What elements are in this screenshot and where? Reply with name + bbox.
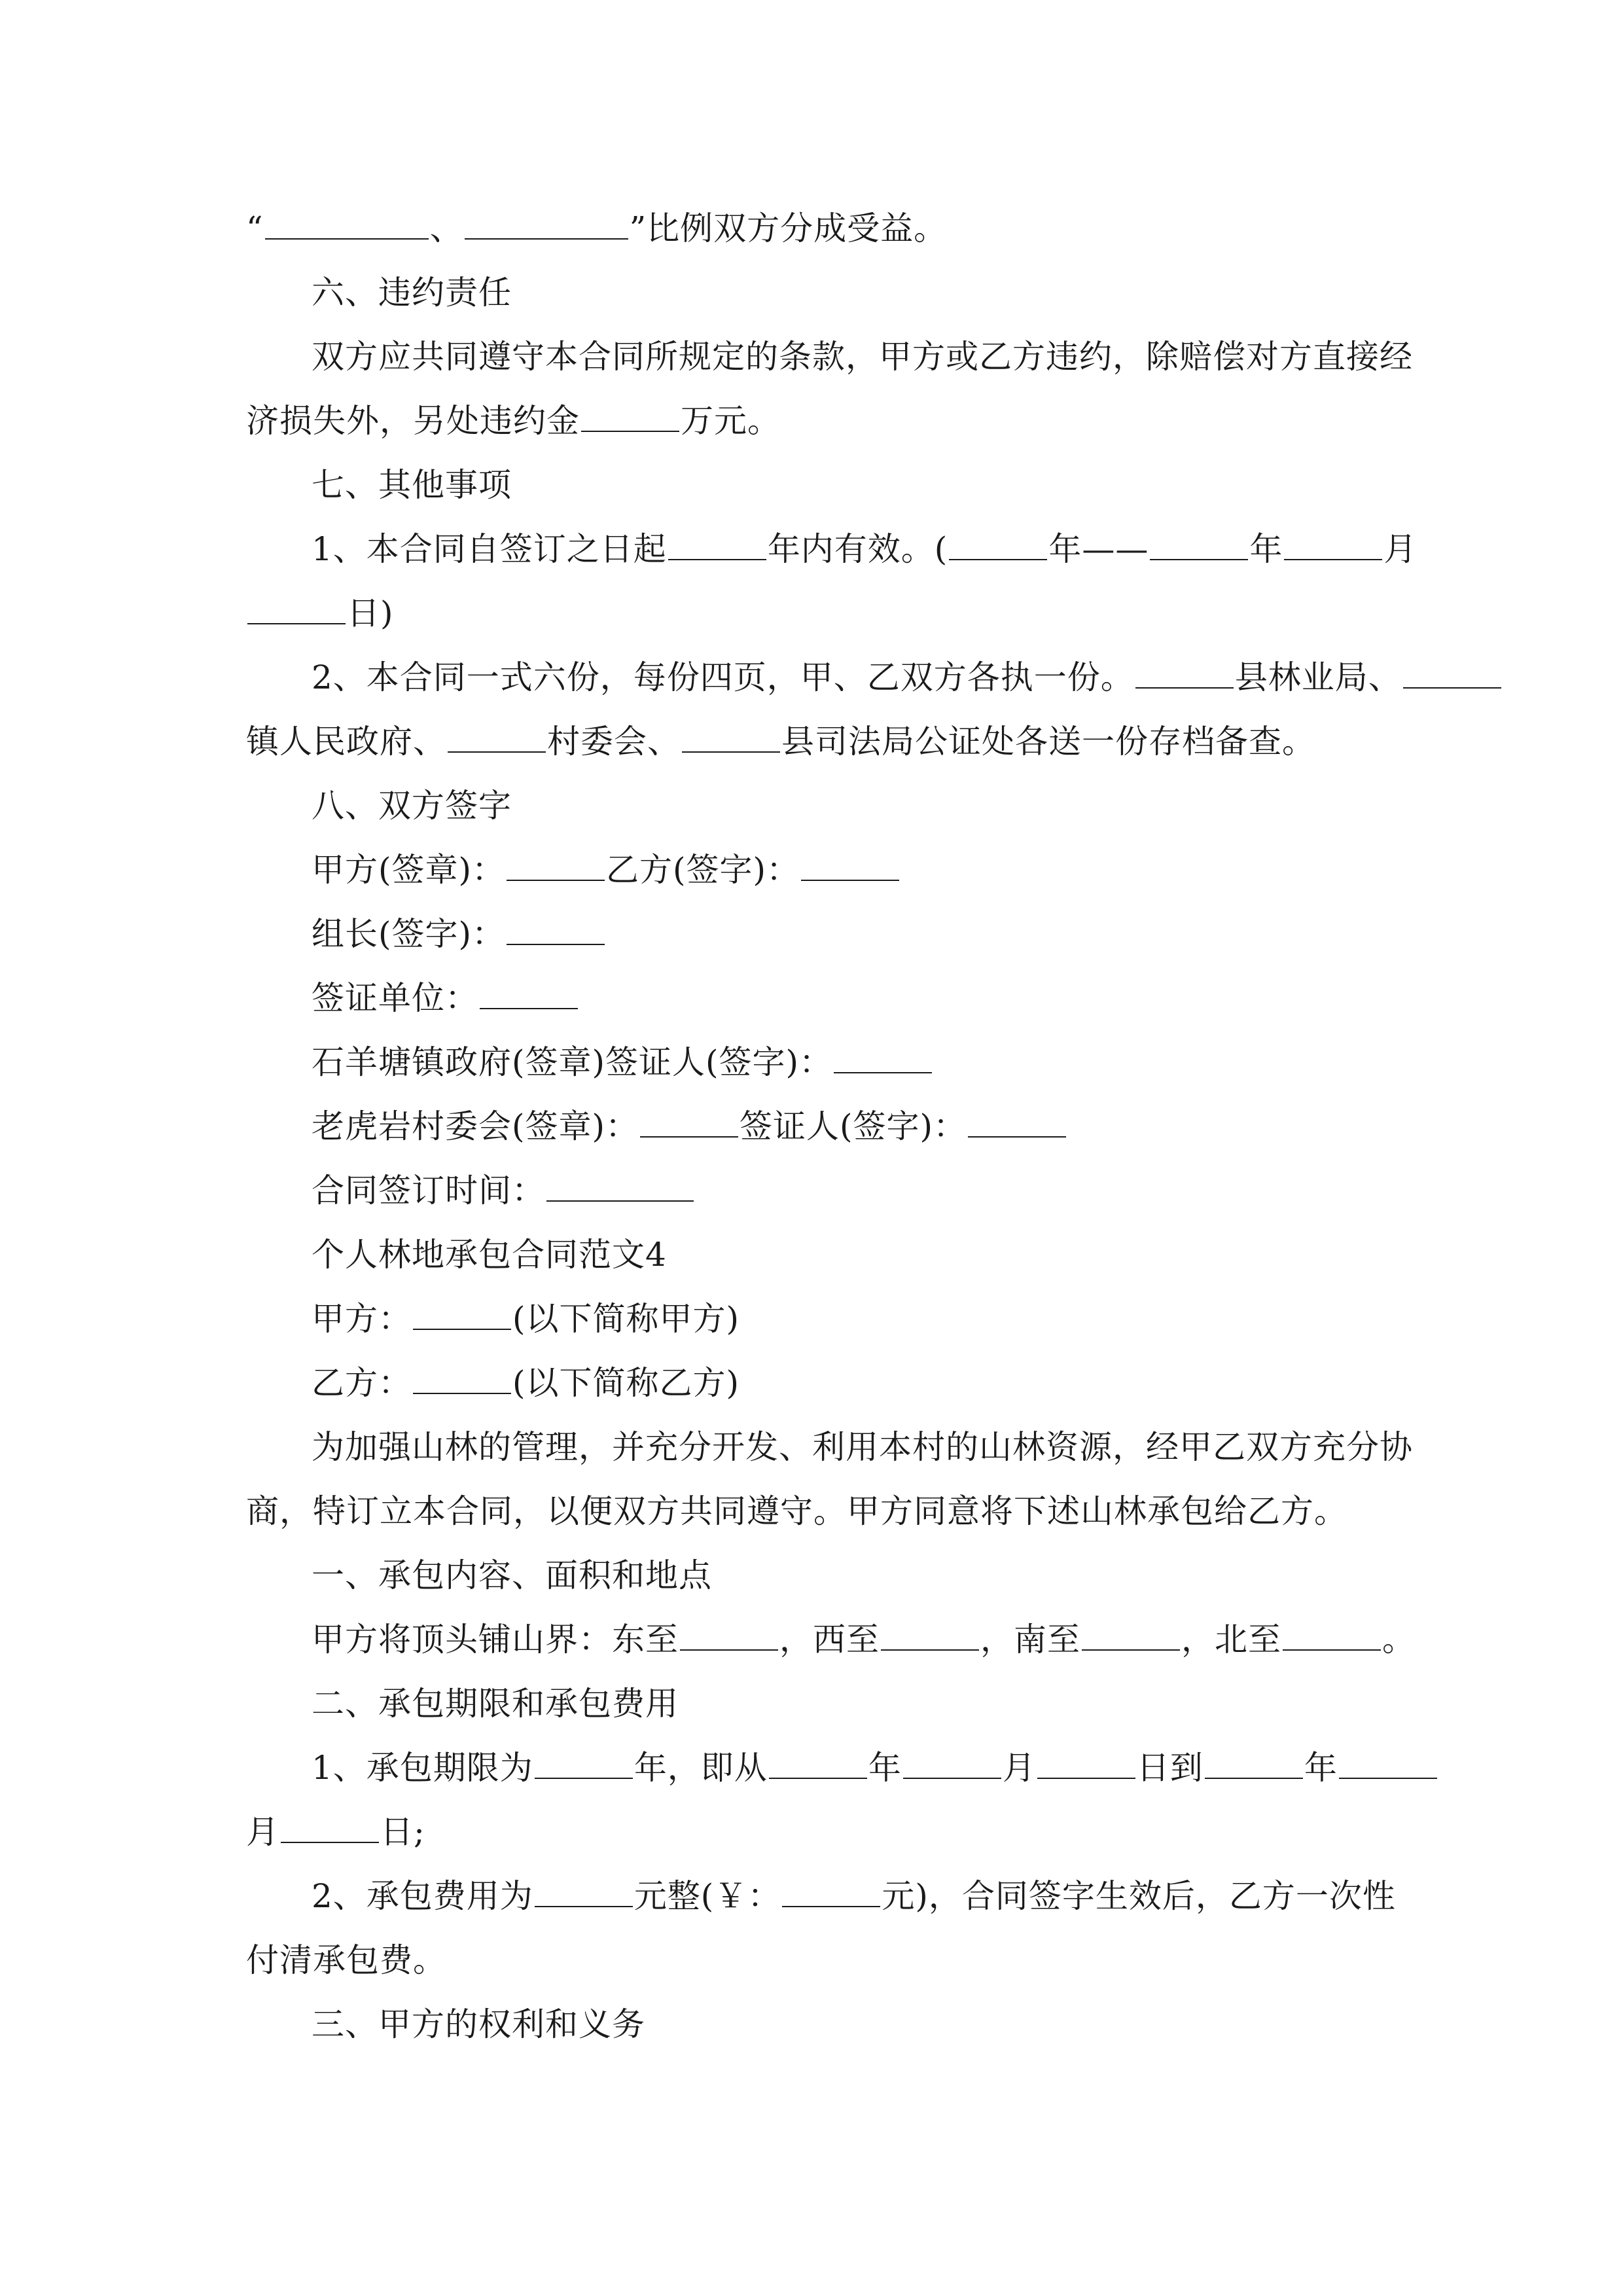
fill-in-blank[interactable] bbox=[782, 1880, 880, 1907]
text-line: 2、承包费用为 元整(￥： 元)，合同签字生效后，乙方一次性 bbox=[312, 1877, 1396, 1915]
fill-in-blank[interactable] bbox=[834, 1046, 932, 1073]
fill-in-blank[interactable] bbox=[801, 853, 899, 881]
fill-in-blank[interactable] bbox=[682, 725, 780, 753]
fill-in-blank[interactable] bbox=[1339, 1751, 1437, 1779]
text-line: 二、承包期限和承包费用 bbox=[312, 1685, 679, 1723]
fill-in-blank[interactable] bbox=[769, 1751, 867, 1779]
fill-in-blank[interactable] bbox=[1037, 1751, 1135, 1779]
text-line: “ 、 ”比例双方分成受益。 bbox=[246, 209, 948, 247]
document-body bbox=[246, 196, 1418, 2056]
fill-in-blank[interactable] bbox=[465, 212, 628, 240]
text-line: 石羊塘镇政府(签章)签证人(签字)： bbox=[246, 1030, 1385, 1094]
text-line: 签证单位： bbox=[246, 966, 1385, 1030]
text-line: 甲方(签章)： 乙方(签字)： bbox=[246, 838, 1385, 902]
text-line: 乙方： (以下简称乙方) bbox=[312, 1364, 740, 1402]
text-line: 商，特订立本合同，以便双方共同遵守。甲方同意将下述山林承包给乙方。 bbox=[246, 1492, 1347, 1530]
fill-in-blank[interactable] bbox=[413, 1302, 511, 1330]
fill-in-blank[interactable] bbox=[949, 533, 1047, 560]
fill-in-blank[interactable] bbox=[668, 533, 766, 560]
fill-in-blank[interactable] bbox=[535, 1751, 633, 1779]
text-line: 镇人民政府、 村委会、 县司法局公证处各送一份存档备查。 bbox=[246, 723, 1315, 761]
fill-in-blank[interactable] bbox=[413, 1367, 511, 1394]
fill-in-blank[interactable] bbox=[448, 725, 546, 753]
text-line: 七、其他事项 bbox=[312, 466, 512, 504]
fill-in-blank[interactable] bbox=[507, 918, 605, 945]
text-line: 1、承包期限为 年，即从 年 月 日到 年 bbox=[246, 1736, 1385, 1800]
fill-in-blank[interactable] bbox=[265, 212, 429, 240]
text-line: 双方应共同遵守本合同所规定的条款，甲方或乙方违约，除赔偿对方直接经 bbox=[312, 338, 1413, 376]
fill-in-blank[interactable] bbox=[281, 1816, 379, 1843]
text-line: 个人林地承包合同范文4 bbox=[312, 1236, 667, 1274]
fill-in-blank[interactable] bbox=[1403, 661, 1501, 689]
text-line: 八、双方签字 bbox=[312, 787, 512, 825]
text-line: 1、本合同自签订之日起 年内有效。( 年—— 年 月 bbox=[312, 530, 1418, 568]
text-line: 月 日; bbox=[246, 1813, 425, 1851]
text-line: 老虎岩村委会(签章)： 签证人(签字)： bbox=[246, 1094, 1385, 1158]
fill-in-blank[interactable] bbox=[1082, 1623, 1180, 1651]
fill-in-blank[interactable] bbox=[1205, 1751, 1303, 1779]
text-line: 六、违约责任 bbox=[312, 274, 512, 312]
fill-in-blank[interactable] bbox=[546, 1174, 694, 1202]
fill-in-blank[interactable] bbox=[507, 853, 605, 881]
text-line: 济损失外，另处违约金 万元。 bbox=[246, 402, 781, 440]
fill-in-blank[interactable] bbox=[640, 1110, 738, 1138]
text-line: 组长(签字)： bbox=[246, 902, 1385, 966]
fill-in-blank[interactable] bbox=[680, 1623, 778, 1651]
fill-in-blank[interactable] bbox=[903, 1751, 1001, 1779]
fill-in-blank[interactable] bbox=[247, 597, 346, 624]
fill-in-blank[interactable] bbox=[1284, 533, 1382, 560]
fill-in-blank[interactable] bbox=[1283, 1623, 1381, 1651]
fill-in-blank[interactable] bbox=[1135, 661, 1234, 689]
text-line: 日) bbox=[246, 581, 1385, 645]
text-line: 2、本合同一式六份，每份四页，甲、乙双方各执一份。 县林业局、 bbox=[246, 645, 1385, 709]
fill-in-blank[interactable] bbox=[535, 1880, 633, 1907]
text-line: 付清承包费。 bbox=[246, 1941, 446, 1979]
text-line: 合同签订时间： bbox=[246, 1158, 1385, 1223]
text-line: 甲方将顶头铺山界：东至 ，西至 ，南至 ，北至 。 bbox=[312, 1621, 1416, 1659]
fill-in-blank[interactable] bbox=[968, 1110, 1066, 1138]
fill-in-blank[interactable] bbox=[480, 982, 578, 1009]
text-line: 三、甲方的权利和义务 bbox=[312, 2005, 645, 2043]
fill-in-blank[interactable] bbox=[1150, 533, 1248, 560]
fill-in-blank[interactable] bbox=[881, 1623, 979, 1651]
text-line: 甲方： (以下简称甲方) bbox=[312, 1300, 740, 1338]
fill-in-blank[interactable] bbox=[581, 404, 679, 432]
text-line: 为加强山林的管理，并充分开发、利用本村的山林资源，经甲乙双方充分协 bbox=[312, 1428, 1413, 1466]
text-line: 一、承包内容、面积和地点 bbox=[312, 1556, 712, 1594]
